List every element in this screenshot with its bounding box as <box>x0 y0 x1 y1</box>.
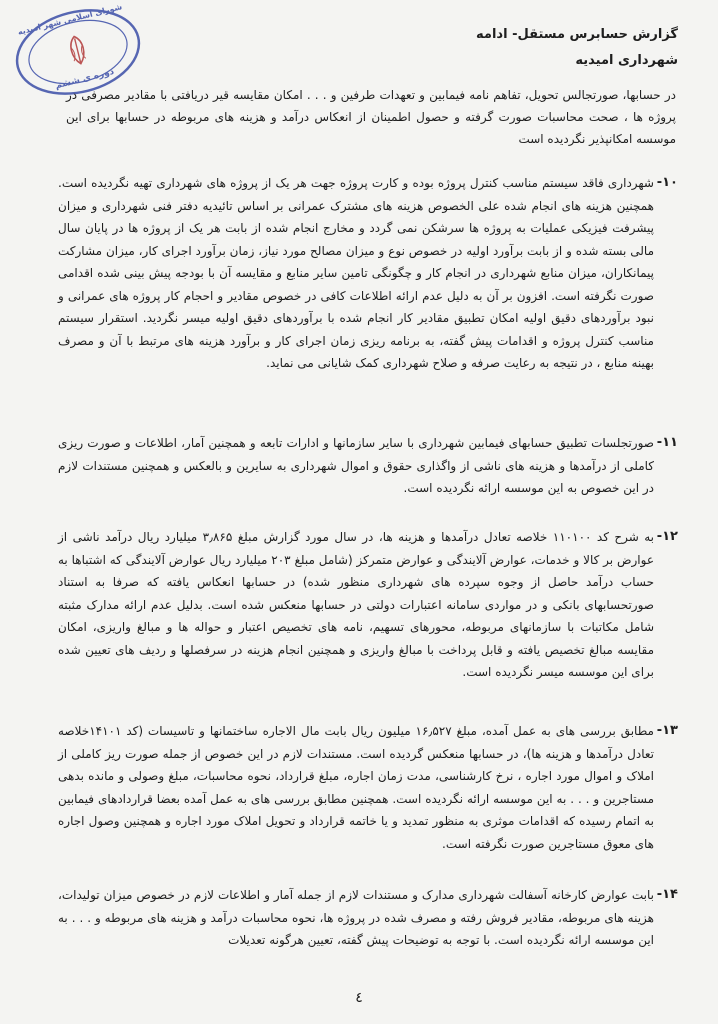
report-title: گزارش حسابرس مستقل- ادامه <box>476 27 678 42</box>
stamp-outer-text: شورای اسلامی شهر امیدیه <box>16 2 124 37</box>
intro-paragraph: در حسابها، صورتجالس تحویل، تفاهم نامه فیمابین و تعهدات طرفین و . . . امکان مقایسه قیر دریافتی با مقادیر مصرفی در پروژه ها ، صحت محاسبات صورت گرفته و حصول اطمینان از انعکاس درآمد و هزینه های مربوطه در حسابها برای این موسسه امکانپذیر نگردیده است <box>66 88 676 146</box>
finding-11 <box>58 432 678 500</box>
finding-number: ۱۴- <box>656 887 678 902</box>
finding-12 <box>58 526 678 684</box>
finding-13 <box>58 720 678 855</box>
finding-text: شهرداری فاقد سیستم مناسب کنترل پروژه بوده و کارت پروژه جهت هر یک از پروژه های شهرداری تهیه نگردیده است. همچنین هزینه های انجام شده علی الخصوص هزینه های مشترک عمرانی بر اساس تائیدیه دفتر فنی شهرداری و میزان پیشرفت فیزیکی عملیات به پروژه ها سرشکن نمی گردد و مخارج انجام شده از بابت هر یک از پروژه ها در پایان سال مالی بسته شده و از بابت برآورد اولیه در خصوص نوع و میزان مصالح مورد نیاز، زمان برآورد اجرای کار، میزان مشارکت پیمانکاران، میزان منابع شهرداری در انجام کار و چگونگی تامین سایر منابع و مقایسه آن با بودجه پیش بینی شده اقدامی صورت نگرفته است. افزون بر آن به دلیل عدم ارائه اطلاعات کافی در خصوص مقادیر و احجام کار پروژه های عمرانی و نبود برآوردهای دقیق اولیه امکان تطبیق مقادیر کار انجام شده با برآوردهای دقیق اولیه میسر نگردید. استقرار سیستم مناسب کنترل پروژه و اقدامات پیش گفته، به برنامه ریزی زمان اجرای کار و برآورد هزینه های مرتبط با آن و مصرف بهینه منابع ، در نتیجه به رعایت صرفه و صلاح شهرداری کمک شایانی می نماید. <box>58 176 654 370</box>
finding-text: صورتجلسات تطبیق حسابهای فیمابین شهرداری با سایر سازمانها و ادارات تابعه و همچنین آمار، اطلاعات و صورت ریزی کاملی از درآمدها و هزینه های ناشی از واگذاری حقوق و اموال شهرداری به سایرین و بالعکس و همچنین مستندات لازم در این خصوص به این موسسه ارائه نگردیده است. <box>58 436 654 495</box>
municipality-name: شهرداری امیدیه <box>575 53 678 68</box>
finding-10 <box>58 172 678 375</box>
finding-number: ۱۳- <box>656 723 678 738</box>
finding-14 <box>58 884 678 952</box>
finding-number: ۱۱- <box>656 435 678 450</box>
finding-text: مطابق بررسی های به عمل آمده، مبلغ ۱۶٫۵۲۷ میلیون ریال بابت مال الاجاره ساختمانها و تاسیسات (کد ۱۴۱۰۱خلاصه تعادل درآمدها و هزینه ها)، در حسابها منعکس گردیده است. مستندات لازم در این خصوص از جمله صورت ریز کاملی از املاک و اموال مورد اجاره ، نرخ کارشناسی، مدت زمان اجاره، مبلغ قرارداد، نحوه محاسبات، مبلغ وصولی و مانده بدهی مستاجرین و . . . به این موسسه ارائه نگردیده است. همچنین مطابق بررسی های به عمل آمده بعضا قراردادهای فیمابین به اتمام رسیده که اقدامات موثری به منظور تمدید و یا خاتمه قرارداد و تحویل املاک مورد اجاره و همچنین وصول اجاره های معوق مستاجرین صورت نگرفته است. <box>58 724 654 851</box>
stamp-inner-text: دوره ی ششم <box>54 67 116 92</box>
finding-text: بابت عوارض کارخانه آسفالت شهرداری مدارک و مستندات لازم از جمله آمار و اطلاعات لازم در خصوص میزان تولیدات، هزینه های مربوطه، مقادیر فروش رفته و مصرف شده در پروژه ها، نحوه محاسبات درآمد و هزینه های مربوطه و . . . به این موسسه ارائه نگردیده است. با توجه به توضیحات پیش گفته، تعیین هرگونه تعدیلات <box>58 888 654 947</box>
finding-text: به شرح کد ۱۱۰۱۰۰ خلاصه تعادل درآمدها و هزینه ها، در سال مورد گزارش مبلغ ۳٫۸۶۵ میلیارد ریال درآمد ناشی از عوارض بر کالا و خدمات، عوارض آلایندگی و عوارض متمرکز (شامل مبلغ ۲۰۳ میلیارد ریال عوارض آلایندگی که اشتباها به حساب درآمد حاصل از وجوه سپرده های شهرداری منظور شده) در حسابها انعکاس یافته که صرفا به استناد صورتحسابهای بانکی و در مواردی سامانه اعتبارات دولتی در حسابها منعکس شده است. بدلیل عدم ارائه مدارک مثبته شامل مکاتبات با سازمانهای مربوطه، محورهای تسهیم، نامه های تخصیص اعتبار و حواله ها و مبالغ واریزی، امکان مقایسه مبالغ تخصیص یافته و قابل پرداخت با مبالغ واریزی و همچنین انجام هزینه در سرفصلها و ردیف های تعیین شده برای این موسسه میسر نگردیده است. <box>58 530 655 679</box>
report-header <box>278 22 678 74</box>
finding-number: ۱۰- <box>656 175 678 190</box>
finding-number: ۱۲- <box>656 529 678 544</box>
page-number: ٤ <box>355 990 363 1006</box>
emblem-icon <box>68 35 86 65</box>
